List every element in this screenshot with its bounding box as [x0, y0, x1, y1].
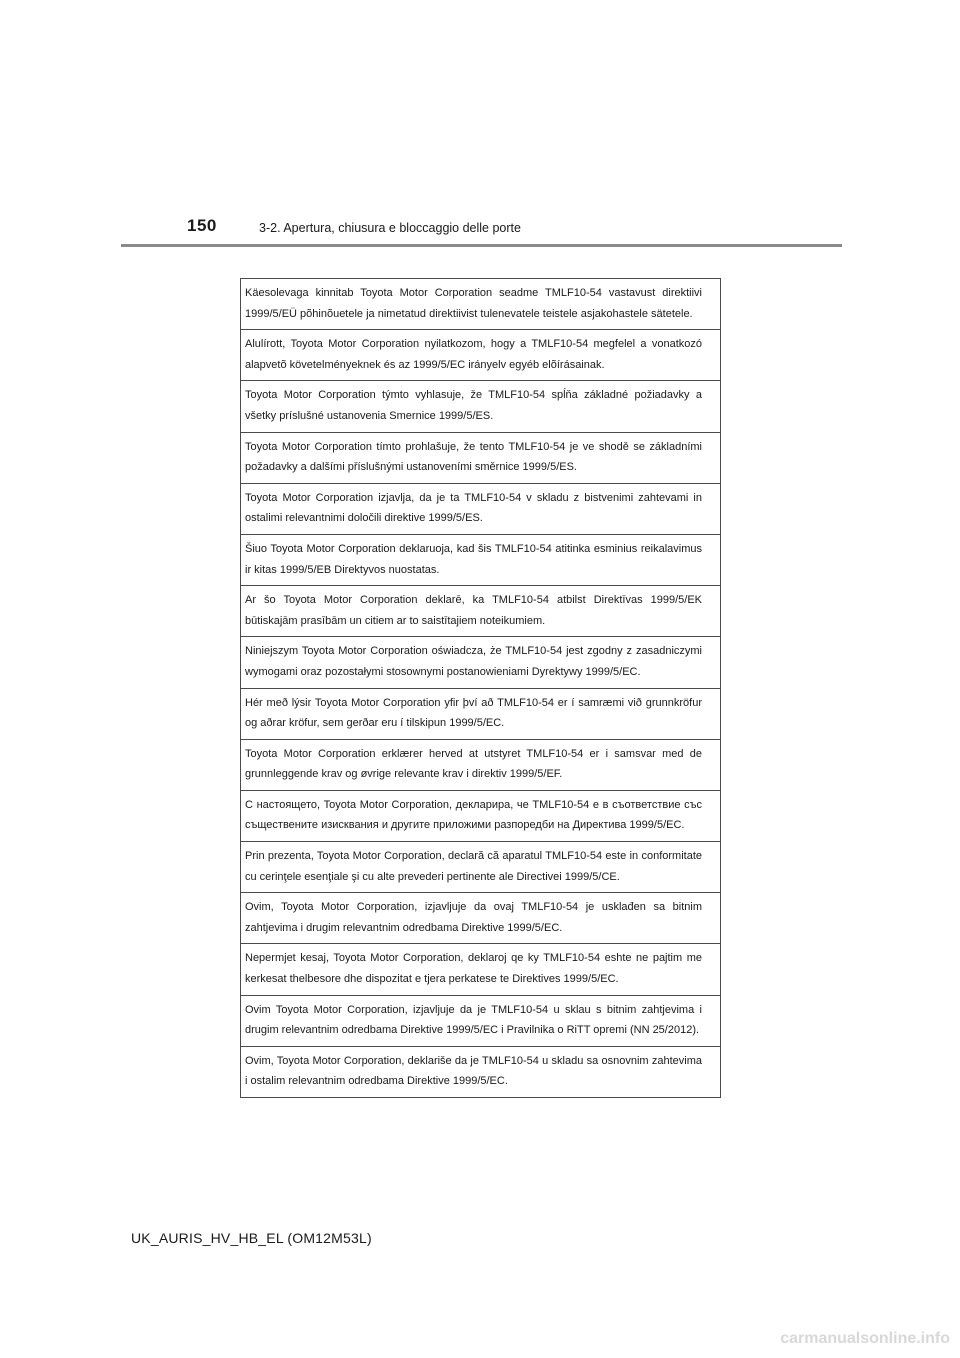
declaration-row: С настоящето, Toyota Motor Corporation, декларира, че TMLF10-54 е в съответствие със съществените изисквания и другите приложими разпоредби на Директива 1999/5/EC. — [241, 790, 720, 841]
declaration-row: Hér með lýsir Toyota Motor Corporation yfir því að TMLF10-54 er í samræmi við grunnkröfur og aðrar kröfur, sem gerðar eru í tilskipun 1999/5/EC. — [241, 688, 720, 739]
declaration-row: Toyota Motor Corporation tímto prohlašuje, že tento TMLF10-54 je ve shodě se základními požadavky a dalšími příslušnými ustanoveními směrnice 1999/5/ES. — [241, 432, 720, 483]
declaration-row: Toyota Motor Corporation erklærer herved at utstyret TMLF10-54 er i samsvar med de grunnleggende krav og øvrige relevante krav i direktiv 1999/5/EF. — [241, 739, 720, 790]
declaration-row: Käesolevaga kinnitab Toyota Motor Corporation seadme TMLF10-54 vastavust direktiivi 1999/5/EÜ põhinõuetele ja nimetatud direktiivist tulenevatele teistele asjakohastele sätetele. — [245, 287, 702, 320]
page-number: 150 — [187, 216, 217, 235]
declaration-row: Niniejszym Toyota Motor Corporation oświadcza, że TMLF10-54 jest zgodny z zasadniczymi wymogami oraz pozostałymi stosownymi postanowieniami Dyrektywy 1999/5/EC. — [241, 636, 720, 687]
section-title: 3-2. Apertura, chiusura e bloccaggio delle porte — [259, 221, 521, 235]
header-divider — [121, 244, 842, 247]
declaration-row: Toyota Motor Corporation izjavlja, da je ta TMLF10-54 v skladu z bistvenimi zahtevami in ostalimi relevantnimi določili direktive 1999/5/ES. — [241, 483, 720, 534]
declaration-row: Ovim, Toyota Motor Corporation, izjavljuje da ovaj TMLF10-54 je usklađen sa bitnim zahtjevima i drugim relevantnim odredbama Direktive 1999/5/EC. — [241, 892, 720, 943]
watermark: carmanualsonline.info — [780, 1330, 950, 1347]
declaration-row: Ar šo Toyota Motor Corporation deklarē, ka TMLF10-54 atbilst Direktīvas 1999/5/EK būtiskajām prasībām un citiem ar to saistītajiem noteikumiem. — [241, 585, 720, 636]
declaration-row: Alulírott, Toyota Motor Corporation nyilatkozom, hogy a TMLF10-54 megfelel a vonatkozó alapvetõ követelményeknek és az 1999/5/EC irányelv egyéb elõírásainak. — [241, 329, 720, 380]
declaration-row: Nepermjet kesaj, Toyota Motor Corporation, deklaroj qe ky TMLF10-54 eshte ne pajtim me kerkesat thelbesore dhe dispozitat e tjera perkatese te Direktives 1999/5/EC. — [241, 943, 720, 994]
declaration-row: Ovim Toyota Motor Corporation, izjavljuje da je TMLF10-54 u sklau s bitnim zahtjevima i drugim relevantnim odredbama Direktive 1999/5/EC i Pravilnika o RiTT opremi (NN 25/2012). — [241, 995, 720, 1046]
document-code: UK_AURIS_HV_HB_EL (OM12M53L) — [131, 1230, 372, 1246]
declaration-row: Prin prezenta, Toyota Motor Corporation, declară că aparatul TMLF10-54 este in conformitate cu cerinţele esenţiale şi cu alte prevederi pertinente ale Directivei 1999/5/CE. — [241, 841, 720, 892]
declaration-row: Šiuo Toyota Motor Corporation deklaruoja, kad šis TMLF10-54 atitinka esminius reikalavimus ir kitas 1999/5/EB Direktyvos nuostatas. — [241, 534, 720, 585]
declaration-row: Toyota Motor Corporation týmto vyhlasuje, že TMLF10-54 spĺňa základné požiadavky a všetky príslušné ustanovenia Smernice 1999/5/ES. — [241, 380, 720, 431]
declaration-row: Ovim, Toyota Motor Corporation, deklariše da je TMLF10-54 u skladu sa osnovnim zahtevima i ostalim relevantnim odredbama Direktive 1999/5/EC. — [241, 1046, 720, 1097]
declarations-table — [240, 278, 721, 1098]
